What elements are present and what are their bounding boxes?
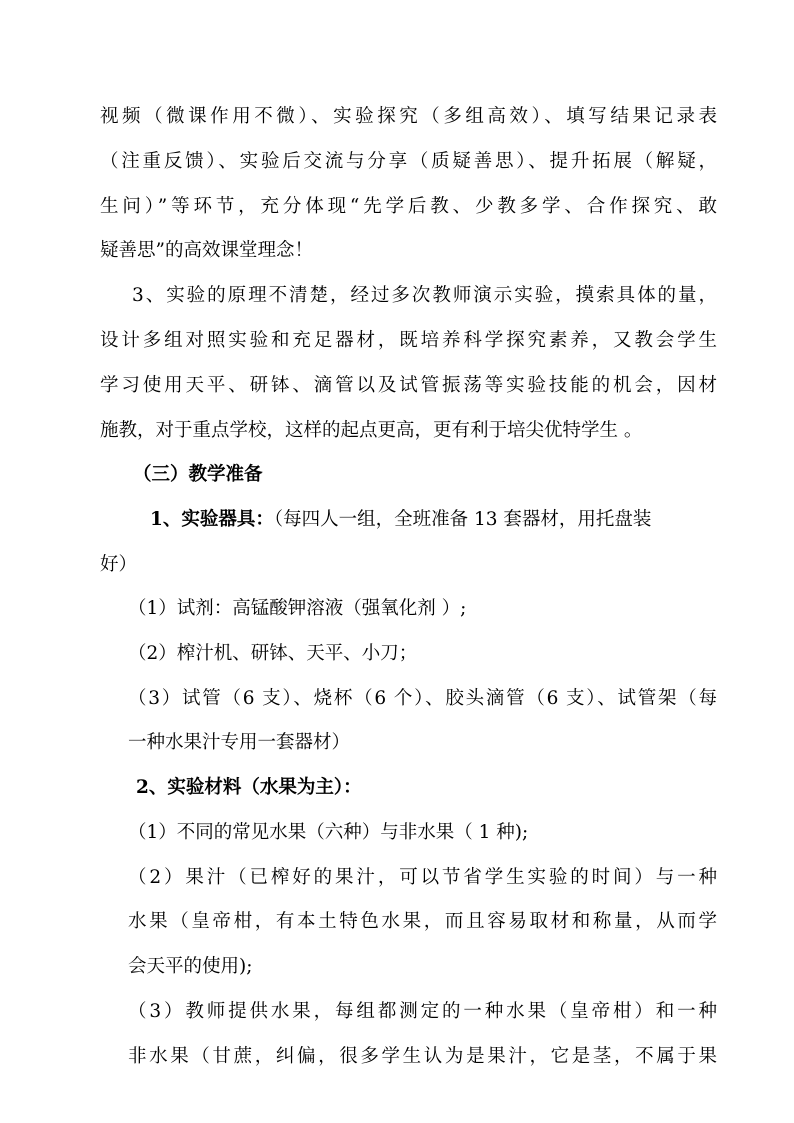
equipment-item-3-line-2: 一种水果汁专用一套器材） (128, 732, 351, 753)
paragraph-1-line-3: 生问）”等环节，充分体现“先学后教、少教多学、合作探究、敢 (100, 196, 717, 217)
paragraph-1-line-2: （注重反馈）、实验后交流与分享（质疑善思）、提升拓展（解疑， (100, 151, 717, 172)
section-heading: （三）教学准备 (133, 464, 263, 485)
equipment-heading: 1、实验器具： (150, 509, 274, 530)
equipment-item-3-line-1: （3）试管（6 支）、烧杯（6 个）、胶头滴管（6 支）、试管架（每 (128, 688, 717, 709)
equipment-intro-line (150, 508, 717, 532)
paragraph-1-line-1: 视频（微课作用不微）、实验探究（多组高效）、填写结果记录表 (100, 106, 717, 127)
materials-item-3-line-2: 非水果（甘蔗，纠偏，很多学生认为是果汁，它是茎，不属于果 (128, 1046, 717, 1067)
equipment-intro-wrap: 好） (100, 554, 138, 575)
materials-item-2-line-1: （2）果汁（已榨好的果汁，可以节省学生实验的时间）与一种 (128, 867, 717, 888)
equipment-item-1: （1）试剂：高锰酸钾溶液（强氧化剂 ）; (128, 598, 467, 619)
paragraph-2-line-3: 学习使用天平、研钵、滴管以及试管振荡等实验技能的机会，因材 (100, 375, 717, 396)
materials-heading: 2、实验材料（水果为主）： (136, 777, 362, 798)
materials-item-2-line-2: 水果（皇帝柑，有本土特色水果，而且容易取材和称量，从而学 (128, 911, 717, 932)
paragraph-1-line-4: 疑善思”的高效课堂理念！ (100, 240, 313, 261)
paragraph-2-line-2: 设计多组对照实验和充足器材，既培养科学探究素养，又教会学生 (100, 330, 717, 351)
paragraph-2-line-4: 施教，对于重点学校，这样的起点更高，更有利于培尖优特学生 。 (100, 420, 643, 441)
paragraph-2-line-1: 3、实验的原理不清楚，经过多次教师演示实验，摸索具体的量， (132, 285, 717, 306)
equipment-item-2: （2）榨汁机、研钵、天平、小刀； (128, 643, 418, 664)
materials-item-3-line-1: （3）教师提供水果，每组都测定的一种水果（皇帝柑）和一种 (128, 1001, 717, 1022)
materials-item-2-line-3: 会天平的使用); (128, 956, 253, 977)
equipment-intro-tail: （每四人一组，全班准备 13 套器材，用托盘装 (273, 509, 652, 530)
materials-item-1: （1）不同的常见水果（六种）与非水果（ 1 种); (128, 822, 529, 843)
